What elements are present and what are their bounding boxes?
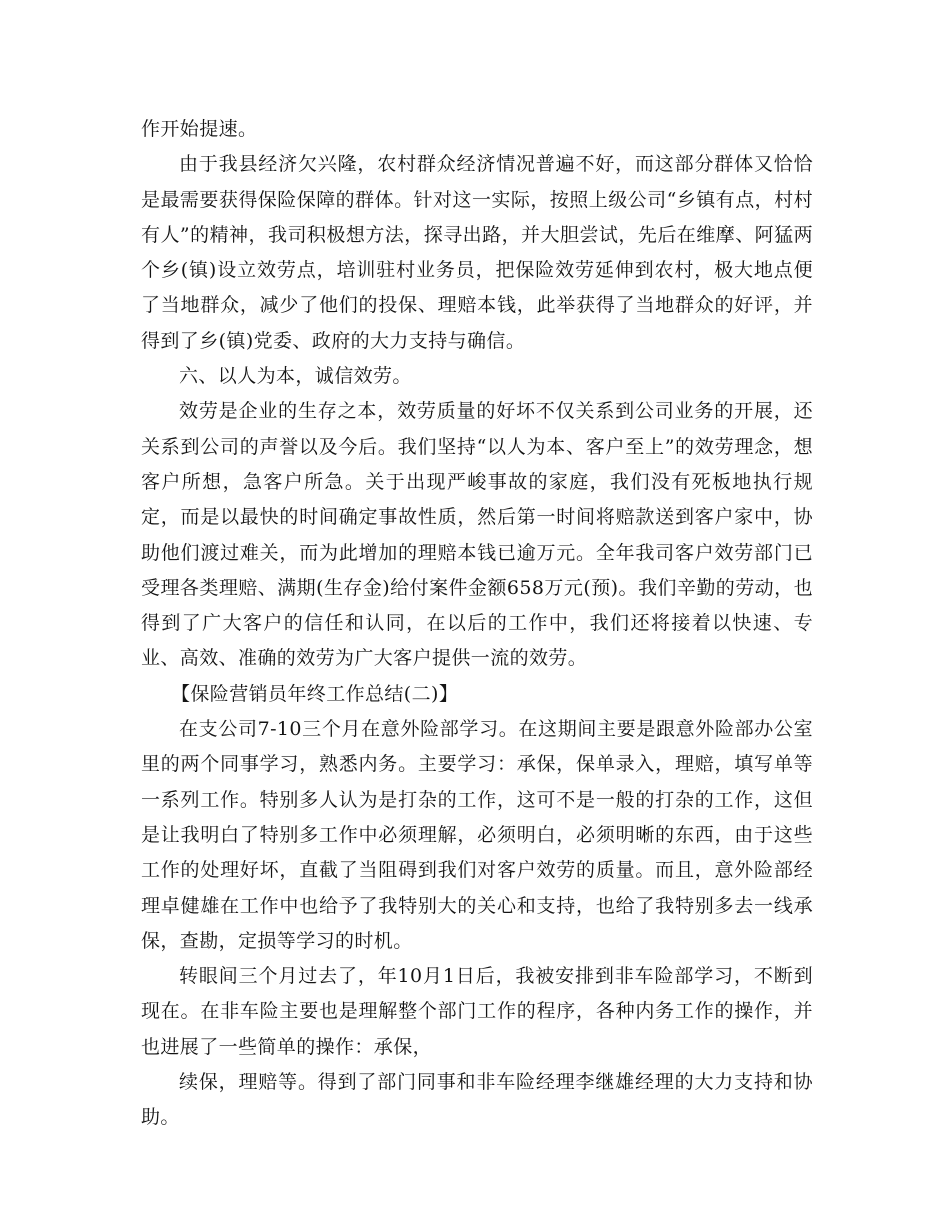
section-title-summary-two: 【保险营销员年终工作总结(二)】: [171, 682, 459, 705]
paragraph-continuation: 作开始提速。: [141, 118, 258, 140]
paragraph-rural-service: 由于我县经济欠兴隆，农村群众经济情况普遍不好，而这部分群体又恰恰是最需要获得保险保障的群体。针对这一实际，按照上级公司“乡镇有点，村村有人”的精神，我司积极想方法，探寻出路，并大胆尝试，先后在维摩、阿猛两个乡(镇)设立效劳点，培训驻村业务员，把保险效劳延伸到农村，极大地点便了当地群众，减少了他们的投保、理赔本钱，此举获得了当地群众的好评，并得到了乡(镇)党委、政府的大力支持与确信。: [141, 153, 813, 352]
section-heading-people-oriented: 六、以人为本，诚信效劳。: [179, 365, 412, 388]
paragraph-service-quality: 效劳是企业的生存之本，效劳质量的好坏不仅关系到公司业务的开展，还关系到公司的声誉以及今后。我们坚持“以人为本、客户至上”的效劳理念，想客户所想，急客户所急。关于出现严峻事故的家庭，我们没有死板地执行规定，而是以最快的时间确定事故性质，然后第一时间将赔款送到客户家中，协助他们渡过难关，而为此增加的理赔本钱已逾万元。全年我司客户效劳部门已受理各类理赔、满期(生存金)给付案件金额658万元(预)。我们辛勤的劳动，也得到了广大客户的信任和认同，在以后的工作中，我们还将接着以快速、专业、高效、准确的效劳为广大客户提供一流的效劳。: [141, 400, 813, 670]
paragraph-non-auto-dept: 转眼间三个月过去了，年10月1日后，我被安排到非车险部学习，不断到现在。在非车险主要也是理解整个部门工作的程序，各种内务工作的操作，并也进展了一些简单的操作：承保，: [141, 965, 813, 1058]
paragraph-accident-dept: 在支公司7-10三个月在意外险部学习。在这期间主要是跟意外险部办公室里的两个同事学习，熟悉内务。主要学习：承保，保单录入，理赔，填写单等一系列工作。特别多人认为是打杂的工作，这可不是一般的打杂的工作，这但是让我明白了特别多工作中必须理解，必须明白，必须明晰的东西，由于这些工作的处理好坏，直截了当阻碍到我们对客户效劳的质量。而且，意外险部经理卓健雄在工作中也给予了我特别大的关心和支持，也给了我特别多去一线承保，查勘，定损等学习的时机。: [141, 718, 813, 952]
document-body: [141, 112, 813, 1136]
paragraph-renewal: 续保，理赔等。得到了部门同事和非车险经理李继雄经理的大力支持和协助。: [141, 1071, 813, 1129]
